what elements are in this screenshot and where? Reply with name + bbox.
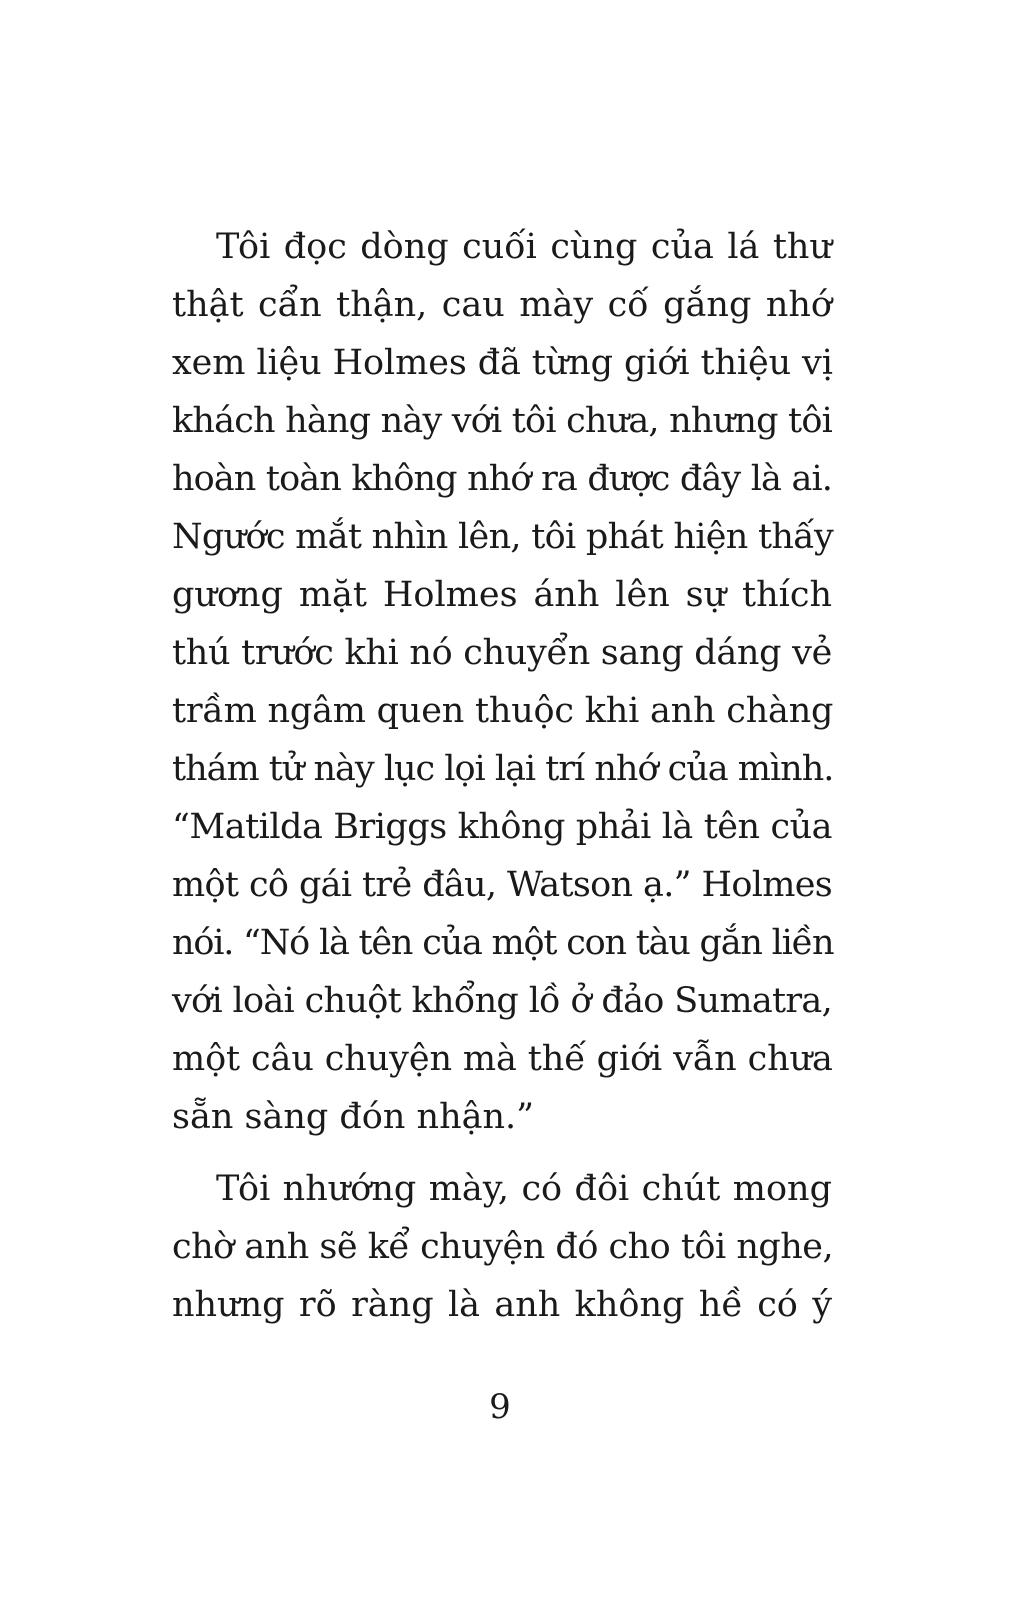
text-line: chờ anh sẽ kể chuyện đó cho tôi nghe, bbox=[172, 1227, 834, 1267]
text-line: Tôi nhướng mày, có đôi chút mong bbox=[216, 1169, 832, 1209]
body-text bbox=[172, 218, 832, 1334]
text-line: Tôi đọc dòng cuối cùng của lá thư bbox=[216, 227, 832, 267]
text-line: khách hàng này với tôi chưa, nhưng tôi bbox=[172, 401, 832, 441]
text-line: Ngước mắt nhìn lên, tôi phát hiện thấy bbox=[172, 517, 834, 557]
text-line: sẵn sàng đón nhận.” bbox=[172, 1097, 535, 1137]
paragraph-2 bbox=[172, 1160, 832, 1334]
text-line: xem liệu Holmes đã từng giới thiệu vị bbox=[172, 343, 833, 383]
text-line: “Matilda Briggs không phải là tên của bbox=[172, 807, 832, 847]
text-line: với loài chuột khổng lồ ở đảo Sumatra, bbox=[172, 981, 832, 1021]
text-line: gương mặt Holmes ánh lên sự thích bbox=[172, 575, 832, 615]
text-line: trầm ngâm quen thuộc khi anh chàng bbox=[172, 691, 834, 731]
page-number: 9 bbox=[489, 1387, 511, 1427]
paragraph-gap bbox=[172, 1146, 832, 1160]
text-line: nhưng rõ ràng là anh không hề có ý bbox=[172, 1285, 832, 1325]
text-line: thám tử này lục lọi lại trí nhớ của mình. bbox=[172, 749, 834, 789]
text-line: một câu chuyện mà thế giới vẫn chưa bbox=[172, 1039, 833, 1079]
text-line: một cô gái trẻ đâu, Watson ạ.” Holmes bbox=[172, 865, 832, 905]
paragraph-1 bbox=[172, 218, 832, 1146]
text-line: thật cẩn thận, cau mày cố gắng nhớ bbox=[172, 285, 832, 325]
text-line: thú trước khi nó chuyển sang dáng vẻ bbox=[172, 633, 832, 673]
text-line: hoàn toàn không nhớ ra được đây là ai. bbox=[172, 459, 832, 499]
text-line: nói. “Nó là tên của một con tàu gắn liền bbox=[172, 923, 834, 963]
